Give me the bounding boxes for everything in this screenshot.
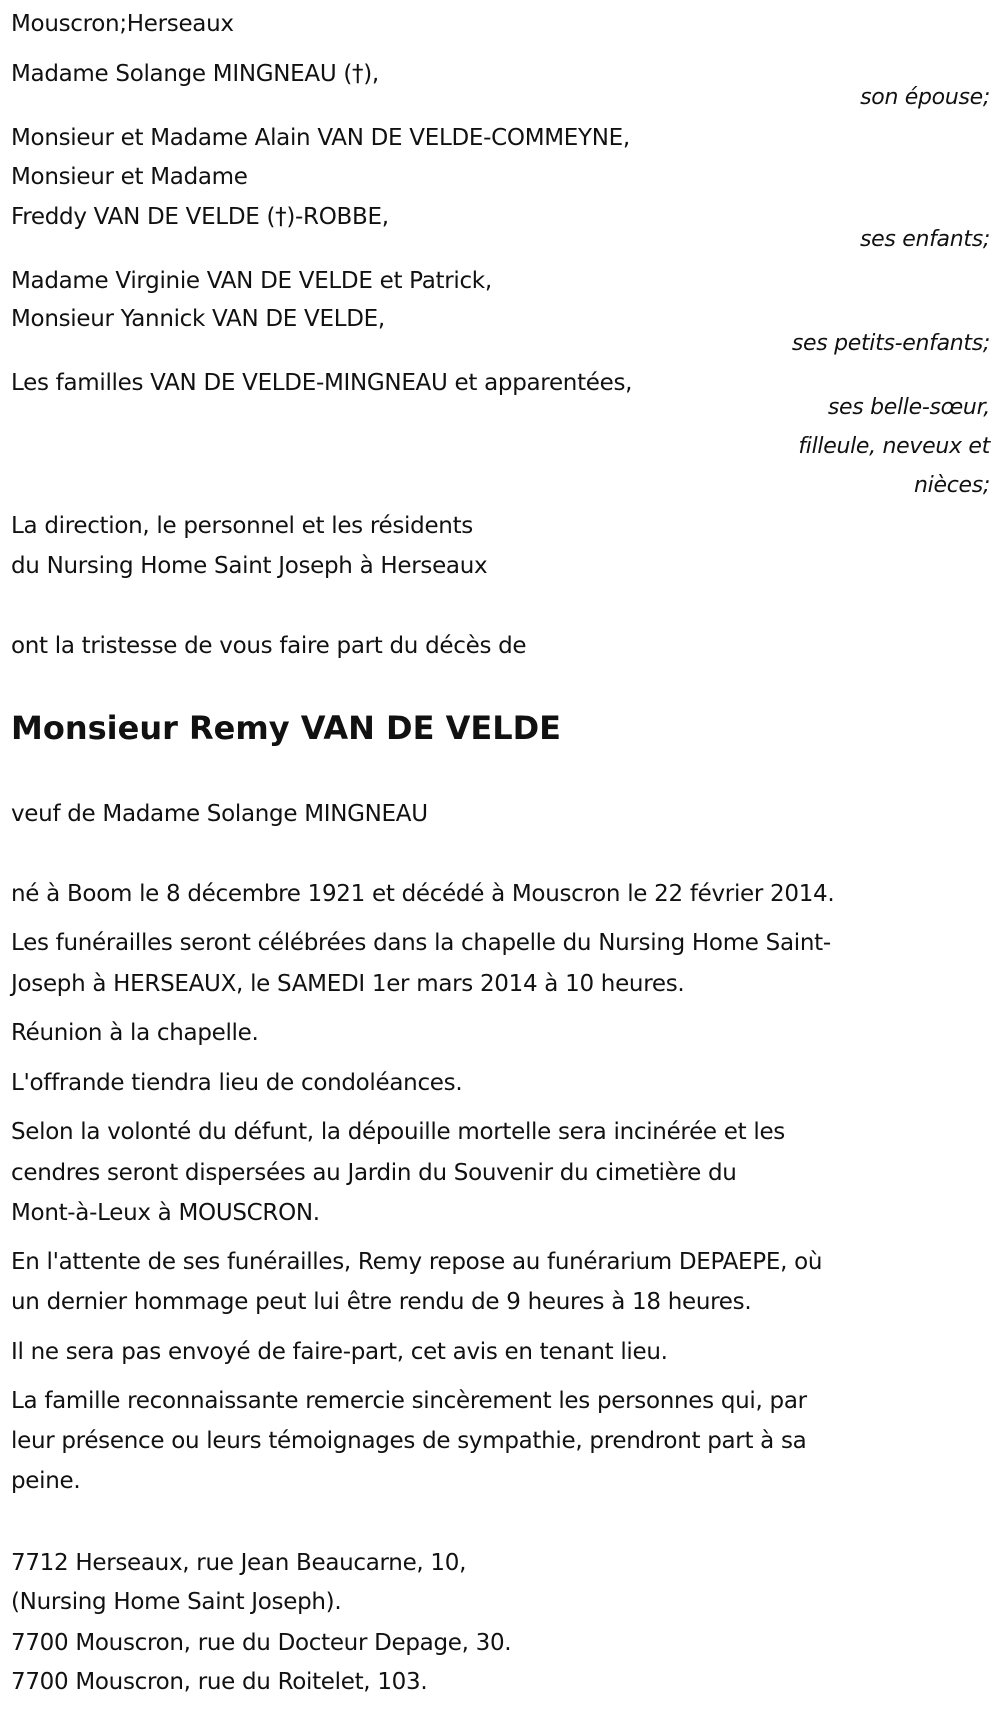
body-line: cendres seront dispersées au Jardin du Souvenir du cimetière du	[11, 1160, 737, 1186]
body-line: Selon la volonté du défunt, la dépouille mortelle sera incinérée et les	[11, 1119, 785, 1145]
family-name: Les familles VAN DE VELDE-MINGNEAU et apparentées,	[11, 370, 633, 396]
family-name: du Nursing Home Saint Joseph à Herseaux	[11, 553, 488, 579]
body-line: peine.	[11, 1468, 81, 1494]
family-name: Monsieur Yannick VAN DE VELDE,	[11, 306, 385, 332]
body-line: L'offrande tiendra lieu de condoléances.	[11, 1070, 463, 1096]
family-relation: ses belle-sœur,	[827, 395, 990, 420]
address-line: 7700 Mouscron, rue du Docteur Depage, 30.	[11, 1630, 512, 1656]
address-line: 7712 Herseaux, rue Jean Beaucarne, 10,	[11, 1550, 467, 1576]
family-name: La direction, le personnel et les résidents	[11, 513, 473, 539]
body-line: né à Boom le 8 décembre 1921 et décédé à Mouscron le 22 février 2014.	[11, 881, 835, 907]
body-line: En l'attente de ses funérailles, Remy repose au funérarium DEPAEPE, où	[11, 1249, 823, 1275]
body-line: Joseph à HERSEAUX, le SAMEDI 1er mars 2014 à 10 heures.	[11, 971, 685, 997]
family-name: Monsieur et Madame	[11, 164, 248, 190]
body-line: Les funérailles seront célébrées dans la chapelle du Nursing Home Saint-	[11, 930, 831, 956]
address-line: 7700 Mouscron, rue du Roitelet, 103.	[11, 1669, 428, 1695]
body-line: leur présence ou leurs témoignages de sympathie, prendront part à sa	[11, 1428, 807, 1454]
family-relation: son épouse;	[860, 85, 990, 110]
body-line: Réunion à la chapelle.	[11, 1020, 259, 1046]
family-relation: nièces;	[914, 473, 990, 498]
family-relation: ses petits-enfants;	[791, 331, 990, 356]
family-relation: ses enfants;	[859, 227, 990, 252]
body-line: un dernier hommage peut lui être rendu de 9 heures à 18 heures.	[11, 1289, 752, 1315]
family-name: Madame Solange MINGNEAU (†),	[11, 61, 379, 87]
body-line: Il ne sera pas envoyé de faire-part, cet avis en tenant lieu.	[11, 1339, 668, 1365]
widower-line: veuf de Madame Solange MINGNEAU	[11, 801, 428, 827]
family-name: Freddy VAN DE VELDE (†)-ROBBE,	[11, 204, 389, 230]
body-line: La famille reconnaissante remercie sincèrement les personnes qui, par	[11, 1388, 807, 1414]
location: Mouscron;Herseaux	[11, 11, 234, 37]
address-line: (Nursing Home Saint Joseph).	[11, 1589, 342, 1615]
announcement: ont la tristesse de vous faire part du décès de	[11, 633, 527, 659]
family-name: Monsieur et Madame Alain VAN DE VELDE-COMMEYNE,	[11, 125, 630, 151]
family-name: Madame Virginie VAN DE VELDE et Patrick,	[11, 268, 492, 294]
body-line: Mont-à-Leux à MOUSCRON.	[11, 1200, 320, 1226]
family-relation: filleule, neveux et	[798, 434, 990, 459]
deceased-name: Monsieur Remy VAN DE VELDE	[11, 709, 561, 747]
